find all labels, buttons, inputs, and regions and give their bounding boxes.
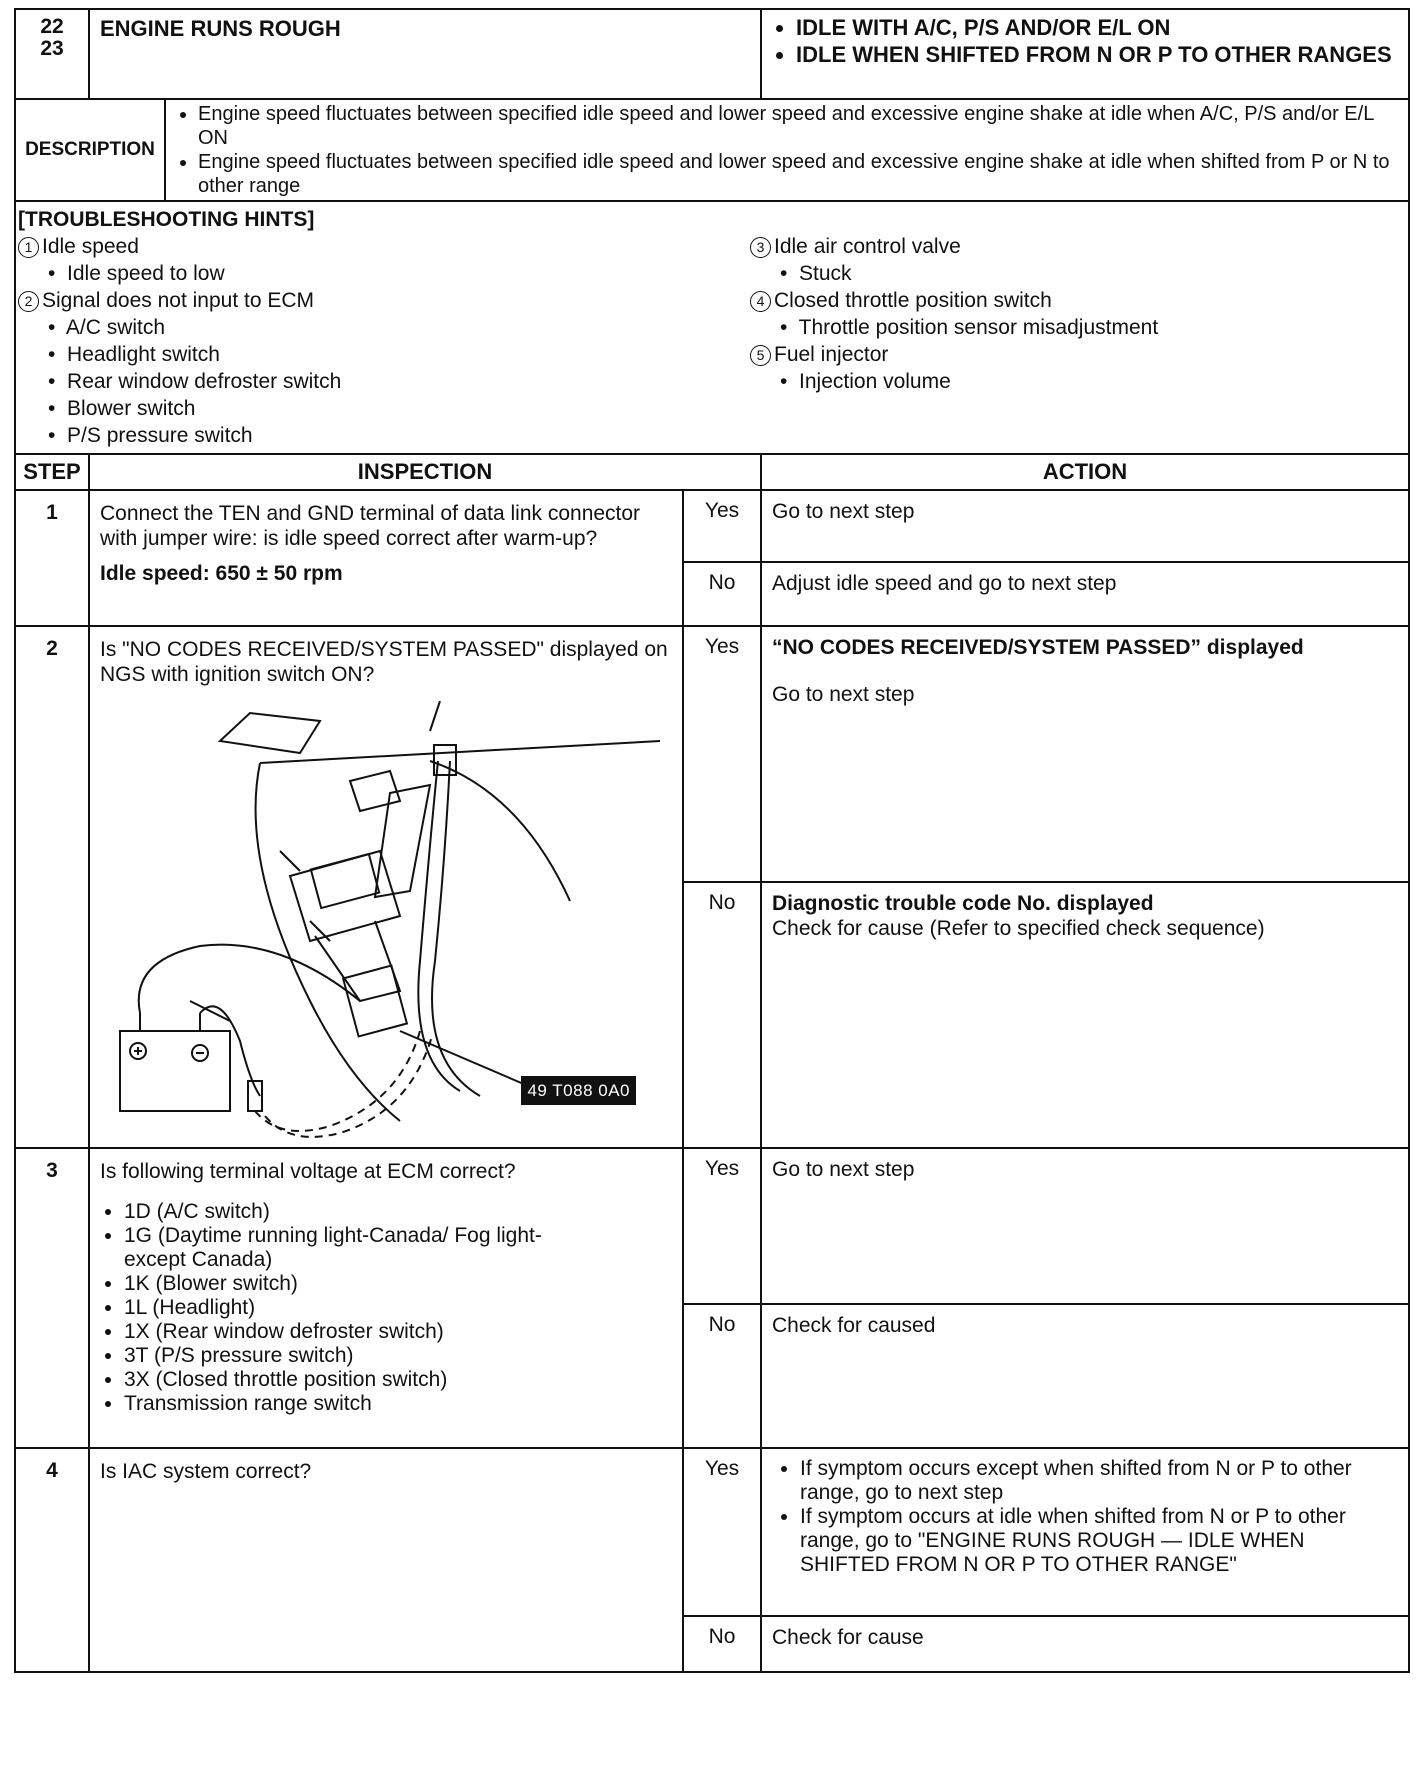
description-table <box>14 98 1410 202</box>
no-label: No <box>683 882 761 1148</box>
steps-table <box>14 453 1410 1673</box>
figure-part-number: 49 T088 0A0 <box>521 1076 636 1105</box>
no-label: No <box>683 1616 761 1672</box>
yes-action <box>761 1448 1409 1616</box>
no-action-heading: Diagnostic trouble code No. displayed <box>772 891 1154 915</box>
hint-sub-text: Blower switch <box>67 397 196 420</box>
step-inspection <box>89 1448 683 1672</box>
hint-label: Idle speed <box>42 235 139 258</box>
inspection-column-header: INSPECTION <box>89 454 761 490</box>
terminal-item: • 3X (Closed throttle position switch) <box>124 1368 544 1392</box>
action-item: • If symptom occurs except when shifted from N or P to other range, go to next step <box>800 1457 1398 1505</box>
inspection-text: Connect the TEN and GND terminal of data link connector with jumper wire: is idle speed correct after warm-up? <box>100 502 641 550</box>
no-action: Check for caused <box>761 1304 1409 1448</box>
no-action <box>761 882 1409 1148</box>
hint-sub-text: Throttle position sensor misadjustment <box>798 316 1159 339</box>
hint-label: Signal does not input to ECM <box>42 289 314 312</box>
yes-action: Go to next step <box>761 490 1409 562</box>
hint-5 <box>750 341 1402 368</box>
symptom-item: • IDLE WHEN SHIFTED FROM N OR P TO OTHER RANGES <box>796 41 1398 68</box>
hint-sub: • Idle speed to low <box>48 262 225 285</box>
hint-2 <box>18 287 750 314</box>
hint-label: Fuel injector <box>774 343 889 366</box>
yes-action-heading: “NO CODES RECEIVED/SYSTEM PASSED” displayed <box>772 636 1304 659</box>
hint-sub-text: P/S pressure switch <box>67 424 253 447</box>
step-number: 3 <box>15 1148 89 1448</box>
description-list <box>165 99 1409 201</box>
hints-table <box>14 200 1410 455</box>
code-1: 22 <box>40 15 64 38</box>
yes-label: Yes <box>683 1448 761 1616</box>
description-item: • Engine speed fluctuates between specified idle speed and lower speed and excessive engine shake at idle when shifted from P or N to other range <box>198 150 1402 198</box>
description-label: DESCRIPTION <box>15 99 165 201</box>
hint-sub: • A/C switch <box>48 316 166 339</box>
hint-1 <box>18 233 750 260</box>
action-column-header: ACTION <box>761 454 1409 490</box>
yes-label: Yes <box>683 1148 761 1304</box>
circled-number-icon: 1 <box>18 237 39 258</box>
no-action: Adjust idle speed and go to next step <box>761 562 1409 626</box>
hint-sub-text: Idle speed to low <box>67 262 225 285</box>
terminal-item: • 3T (P/S pressure switch) <box>124 1344 544 1368</box>
terminal-item: • 1D (A/C switch) <box>124 1200 544 1224</box>
hint-sub-text: Injection volume <box>799 370 951 393</box>
procedure-page <box>14 8 1410 1673</box>
page-title: ENGINE RUNS ROUGH <box>89 9 761 99</box>
no-action: Check for cause <box>761 1616 1409 1672</box>
hint-label: Idle air control valve <box>774 235 961 258</box>
terminal-item: • 1G (Daytime running light-Canada/ Fog light-except Canada) <box>124 1224 544 1272</box>
symptom-codes <box>15 9 89 99</box>
hint-sub: • Throttle position sensor misadjustment <box>780 316 1159 339</box>
hints-left-column <box>18 233 750 449</box>
step-inspection <box>89 626 683 1148</box>
yes-action: Go to next step <box>761 1148 1409 1304</box>
ngs-tester-illustration <box>100 701 668 1141</box>
action-item: • If symptom occurs at idle when shifted from N or P to other range, go to "ENGINE RUNS ROUGH — IDLE WHEN SHIFTED FROM N OR P TO OTHER RANGE" <box>800 1505 1398 1577</box>
description-item: • Engine speed fluctuates between specified idle speed and lower speed and excessive engine shake at idle when A/C, P/S and/or E/L ON <box>198 102 1402 150</box>
circled-number-icon: 4 <box>750 291 771 312</box>
terminal-list <box>100 1200 544 1416</box>
inspection-text: Is "NO CODES RECEIVED/SYSTEM PASSED" displayed on NGS with ignition switch ON? <box>100 638 668 686</box>
hint-sub-text: Rear window defroster switch <box>67 370 342 393</box>
no-label: No <box>683 562 761 626</box>
troubleshooting-hints <box>15 201 1409 454</box>
code-2: 23 <box>40 37 64 60</box>
symptom-item: • IDLE WITH A/C, P/S AND/OR E/L ON <box>796 14 1398 41</box>
yes-action-text: Go to next step <box>772 683 915 706</box>
terminal-item: • Transmission range switch <box>124 1392 544 1416</box>
terminal-item: • 1L (Headlight) <box>124 1296 544 1320</box>
hint-sub: • Headlight switch <box>48 343 220 366</box>
no-action-text: Check for cause (Refer to specified check sequence) <box>772 916 1265 940</box>
hint-sub: • Rear window defroster switch <box>48 370 342 393</box>
hints-right-column <box>750 233 1402 449</box>
hint-sub-text: Stuck <box>799 262 852 285</box>
step-inspection <box>89 490 683 626</box>
idle-speed-spec: Idle speed: 650 ± 50 rpm <box>100 562 343 585</box>
yes-label: Yes <box>683 490 761 562</box>
circled-number-icon: 2 <box>18 291 39 312</box>
hint-sub: • Injection volume <box>780 370 951 393</box>
ngs-connection-figure <box>100 701 668 1141</box>
step-number: 4 <box>15 1448 89 1672</box>
terminal-item: • 1X (Rear window defroster switch) <box>124 1320 544 1344</box>
hint-sub: • Blower switch <box>48 397 196 420</box>
yes-label: Yes <box>683 626 761 882</box>
step-number: 2 <box>15 626 89 1148</box>
symptom-list <box>761 9 1409 99</box>
no-label: No <box>683 1304 761 1448</box>
circled-number-icon: 5 <box>750 345 771 366</box>
hints-title: [TROUBLESHOOTING HINTS] <box>18 208 315 231</box>
hint-sub: • Stuck <box>780 262 852 285</box>
hint-label: Closed throttle position switch <box>774 289 1052 312</box>
inspection-text: Is following terminal voltage at ECM correct? <box>100 1160 516 1183</box>
step-column-header: STEP <box>15 454 89 490</box>
step-inspection <box>89 1148 683 1448</box>
terminal-item: • 1K (Blower switch) <box>124 1272 544 1296</box>
hint-sub-text: Headlight switch <box>67 343 220 366</box>
header-table <box>14 8 1410 100</box>
yes-action <box>761 626 1409 882</box>
hint-4 <box>750 287 1402 314</box>
hint-3 <box>750 233 1402 260</box>
inspection-text: Is IAC system correct? <box>100 1460 312 1483</box>
hint-sub: • P/S pressure switch <box>48 424 253 447</box>
hint-sub-text: A/C switch <box>65 316 166 339</box>
step-number: 1 <box>15 490 89 626</box>
circled-number-icon: 3 <box>750 237 771 258</box>
